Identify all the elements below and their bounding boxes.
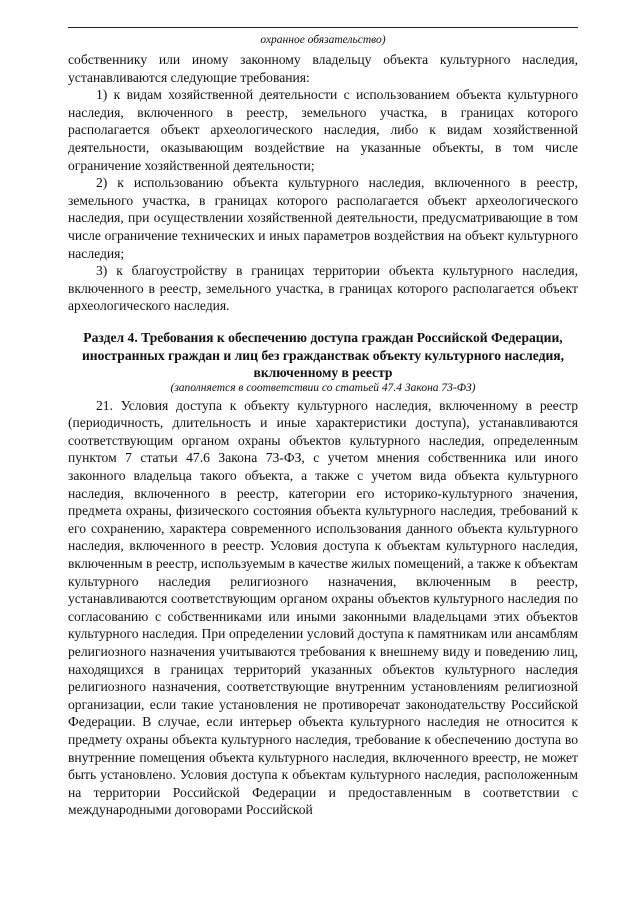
section-title: Раздел 4. Требования к обеспечению доступа граждан Российской Федерации, иностранных граждан и лиц без гражданствак объекту культурного наследия, включенному в реестр <box>81 329 565 381</box>
requirement-item: 1) к видам хозяйственной деятельности с использованием объекта культурного наследия, включенного в реестр, земельного участка, в границах которого располагается объект археологического наследия, либо к видам хозяйственной деятельности, оказывающим воздействие на указанные объекты, в том числе ограничение хозяйственной деятельности; <box>68 87 578 173</box>
requirement-item: 3) к благоустройству в границах территории объекта культурного наследия, включенного в реестр, земельного участка, в границах которого располагается объект археологического наследия. <box>68 263 578 314</box>
intro-paragraph: собственнику или иному законному владельцу объекта культурного наследия, устанавливаются следующие требования: <box>68 52 578 85</box>
section-note: (заполняется в соответствии со статьей 47.4 Закона 73-ФЗ) <box>170 381 476 394</box>
requirement-item: 2) к использованию объекта культурного наследия, включенного в реестр, земельного участка, в границах которого располагается объект археологического наследия, при осуществлении хозяйственной деятельности, предусматривающие в том числе ограничение технических и иных параметров воздействия на объект культурного наследия; <box>68 175 578 261</box>
document-body <box>68 51 578 819</box>
paragraph-21: 21. Условия доступа к объекту культурного наследия, включенному в реестр (периодичность, длительность и иные характеристики доступа), устанавливаются соответствующим органом охраны объектов культурного наследия, определенным пунктом 7 статьи 47.6 Закона 73-ФЗ, с учетом мнения собственника или иного законного владельца такого объекта, а также с учетом вида объекта культурного наследия, включенного в реестр, категории его историко-культурного значения, предмета охраны, физического состояния объекта культурного наследия, требований к его сохранению, характера современного использования данного объекта культурного наследия, включенного в реестр. Условия доступа к объектам культурного наследия, включенным в реестр, используемым в качестве жилых помещений, а также к объектам культурного наследия религиозного назначения, включенным в реестр, устанавливаются соответствующим органом охраны объектов культурного наследия по согласованию с собственниками или иными законными владельцами этих объектов культурного наследия. При определении условий доступа к памятникам или ансамблям религиозного назначения учитываются требования к внешнему виду и поведению лиц, находящихся в границах территорий указанных объектов культурного наследия религиозного назначения, соответствующие внутренним установлениям религиозной организации, если такие установления не противоречат законодательству Российской Федерации. В случае, если интерьер объекта культурного наследия не относится к предмету охраны объекта культурного наследия, требование к обеспечению доступа во внутренние помещения объекта культурного наследия, включенного вреестр, не может быть установлено. Условия доступа к объектам культурного наследия, расположенным на территории Российской Федерации и предоставленным в соответствии с международными договорами Российской <box>68 397 578 818</box>
header-rule <box>68 27 578 28</box>
header-note: охранное обязательство) <box>260 34 386 46</box>
